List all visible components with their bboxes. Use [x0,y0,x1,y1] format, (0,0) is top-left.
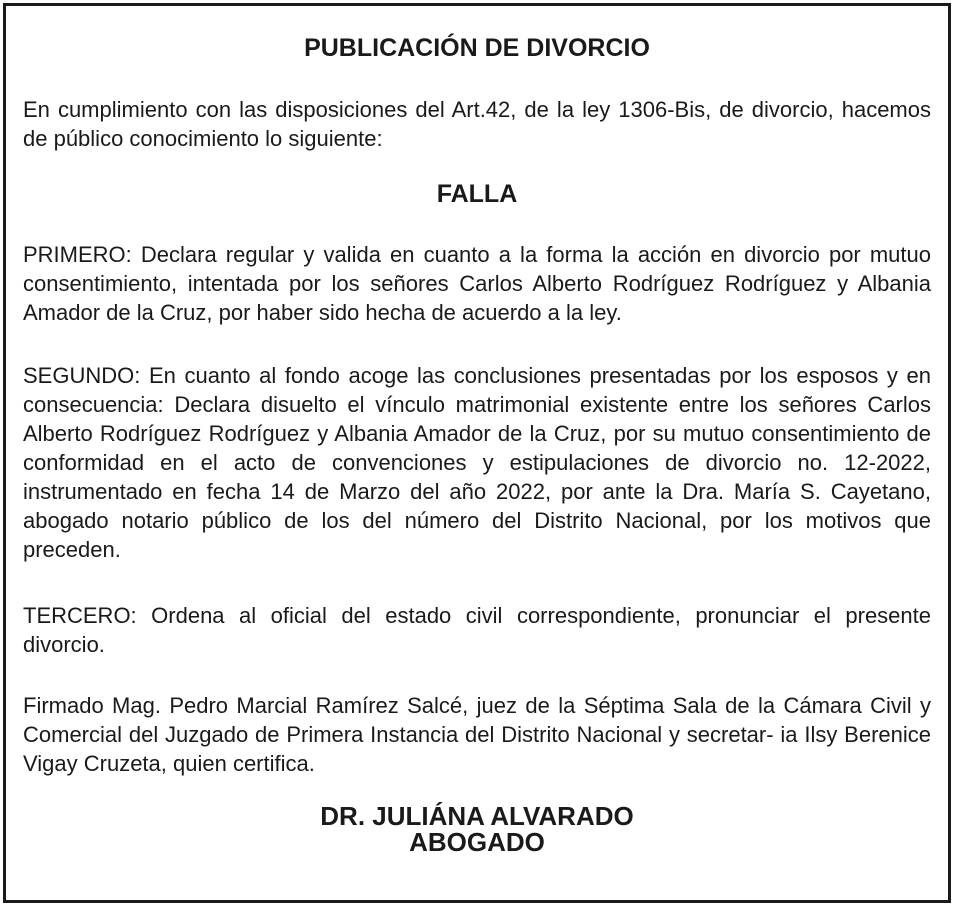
firmado-paragraph: Firmado Mag. Pedro Marcial Ramírez Salcé, juez de la Séptima Sala de la Cámara Civil y Comercial del Juzgado de Primera Instancia del Distrito Nacional y secretar- ia Ilsy Berenice Vigay Cruzeta, quien certifica. [23,693,931,776]
section-heading-falla: FALLA [436,180,518,208]
notice-title: PUBLICACIÓN DE DIVORCIO [304,34,650,62]
signature-name: DR. JULIÁNA ALVARADO [320,801,634,831]
signature-block [23,803,931,855]
intro-paragraph: En cumplimiento con las disposiciones del Art.42, de la ley 1306-Bis, de divorcio, hacemos de público conocimiento lo siguiente: [23,97,931,151]
primero-paragraph: PRIMERO: Declara regular y valida en cuanto a la forma la acción en divorcio por mutuo consentimiento, intentada por los señores Carlos Alberto Rodríguez Rodríguez y Albania Amador de la Cruz, por haber sido hecha de acuerdo a la ley. [23,242,931,325]
notice-frame [3,3,951,903]
segundo-paragraph: SEGUNDO: En cuanto al fondo acoge las conclusiones presentadas por los esposos y en consecuencia: Declara disuelto el vínculo matrimonial existente entre los señores Carlos Alberto Rodríguez Rodríguez y Albania Amador de la Cruz, por su mutuo consentimiento de conformidad en el acto de convenciones y estipulaciones de divorcio no. 12-2022, instrumentado en fecha 14 de Marzo del año 2022, por ante la Dra. María S. Cayetano, abogado notario público de los del número del Distrito Nacional, por los motivos que preceden. [23,363,931,562]
signature-title: ABOGADO [409,827,545,857]
tercero-paragraph: TERCERO: Ordena al oficial del estado civil correspondiente, pronunciar el presente divorcio. [23,603,931,657]
